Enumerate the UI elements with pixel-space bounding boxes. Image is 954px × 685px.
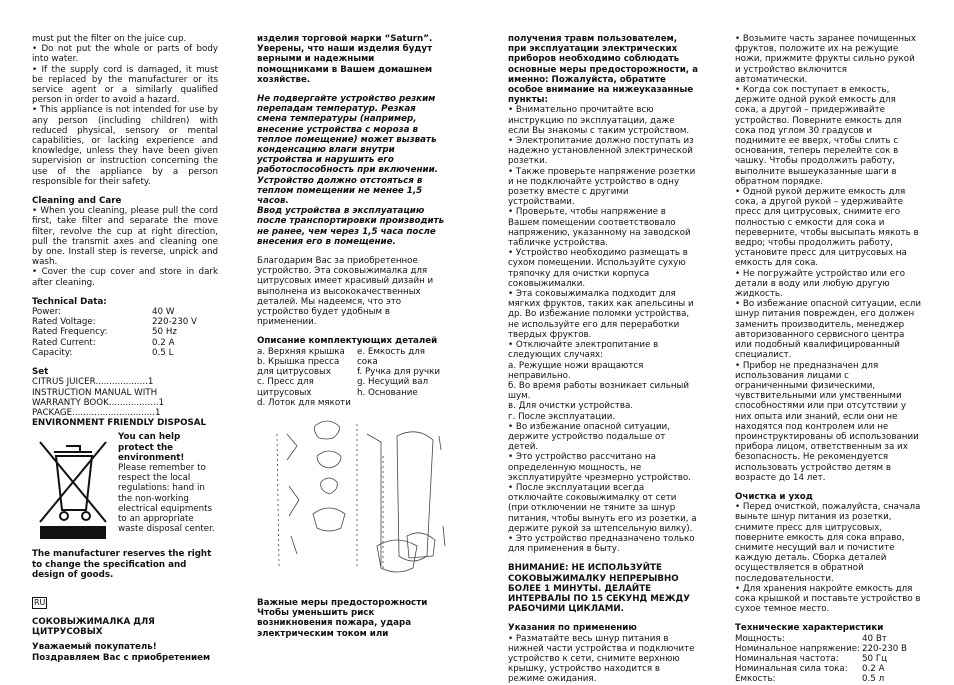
column-4 <box>735 34 921 685</box>
precaution-item: в. Для очистки устройства. <box>508 401 634 412</box>
column-1 <box>32 34 218 663</box>
precautions-intro: получения травм пользователем, при эксплуатации электрических приборов необходимо соблюдать основные меры предосторожности, а именно: Пожалуйста, обратите особое внимание на нижеуказанные пункты: <box>508 34 698 106</box>
precaution-item: г. После эксплуатации. <box>508 411 616 422</box>
env-bold-text: You can help protect the environment! <box>118 432 185 463</box>
safety-intro: Чтобы уменьшить риск возникновения пожара, удара электрическим током или <box>257 608 412 639</box>
tech-value: 0.5 л <box>862 674 885 685</box>
usage-text: • Разматайте весь шнур питания в нижней части устройства и подключите устройство к сети, снимите верхнюю крышку, устройство находится в режиме ожидания. <box>508 633 695 685</box>
crossed-bin-icon <box>32 432 114 544</box>
clean-heading: Очистка и уход <box>735 491 813 502</box>
tech-value: 40 Вт <box>862 633 887 644</box>
tech-value: 220-230 V <box>152 317 198 328</box>
tech-value: 40 W <box>152 307 175 318</box>
tech-row <box>735 644 921 654</box>
usage-item: • Одной рукой держите емкость для сока, а другой рукой – удерживайте пресс для цитрусовых, снимите его полностью с емкости для сока и переверните, чтобы высыпать мякоть в ведро; чтобы продолжить работу, установите пресс для цитрусовых на емкость для сока. <box>735 187 919 269</box>
tech-row <box>32 307 218 317</box>
tech-key: Rated Voltage: <box>32 317 96 328</box>
tech-value: 50 Гц <box>862 653 888 664</box>
precaution-item: • Электропитание должно поступать из надежно установленной электрической розетки. <box>508 136 694 167</box>
ru-title: СОКОВЫЖИМАЛКА ДЛЯ ЦИТРУСОВЫХ <box>32 616 155 638</box>
part-item: d. Лоток для мякоти <box>257 397 351 408</box>
tech-key: Емкость: <box>735 674 776 685</box>
tech-data-heading: Technical Data: <box>32 296 107 307</box>
column-2 <box>257 34 447 639</box>
parts-heading: Описание комплектующих деталей <box>257 336 438 347</box>
clean-item: • Для хранения накройте емкость для сока крышкой и поставьте устройство в сухое темное место. <box>735 583 921 615</box>
safety-heading: Важные меры предосторожности <box>257 597 428 608</box>
precautions-list <box>508 105 698 554</box>
part-item: f. Ручка для ручки <box>357 367 441 378</box>
precaution-item: • Внимательно прочитайте всю инструкцию по эксплуатации, даже если Вы знакомы с таким устройством. <box>508 105 690 136</box>
temperature-warning: Не подвергайте устройство резким перепадам температур. Резкая смена температуры (например, внесение устройства с мороза в теплое помещение) может вызвать конденсацию влаги внутри устройства и нарушить его работоспособность при включении. Устройство должно отстояться в теплом помещении не менее 1,5 часов. Ввод устройства в эксплуатацию после транспортировки производить не ранее, чем через 1,5 часа после внесения его в помещение. <box>257 94 445 247</box>
env-text: Please remember to respect the local regulations: hand in the non-working electrical equipments to an appropriate waste disposal center. <box>118 462 215 535</box>
intro-line: • Do not put the whole or parts of body into water. <box>32 44 218 65</box>
tech-key: Rated Frequency: <box>32 327 108 338</box>
usage-heading: Указания по применению <box>508 623 637 634</box>
exploded-diagram <box>257 416 447 586</box>
juicer-parts-illustration <box>257 416 447 586</box>
part-item: a. Верхняя крышка <box>257 346 345 357</box>
tech-row <box>735 674 921 684</box>
ru-tech-heading: Технические характеристики <box>735 623 884 634</box>
precaution-item: • Во избежание опасной ситуации, держите устройство подальше от детей. <box>508 421 670 453</box>
tech-key: Номинальная сила тока: <box>735 664 848 675</box>
usage-list <box>735 34 921 483</box>
precaution-item: • Отключайте электропитание в следующих случаях: <box>508 340 659 361</box>
part-item: g. Несущий вал <box>357 377 429 388</box>
tech-key: Номинальная частота: <box>735 653 839 664</box>
set-line: INSTRUCTION MANUAL WITH <box>32 387 158 398</box>
precaution-item: • Это устройство рассчитано на определенную мощность, не эксплуатируйте чрезмерно устройство. <box>508 452 691 483</box>
set-heading: Set <box>32 367 49 378</box>
cleaning-heading: Cleaning and Care <box>32 196 122 207</box>
usage-item: • Когда сок поступает в емкость, держите одной рукой емкость для сока, а другой – придерживайте устройство. Поверните емкость для сока под углом 30 градусов и поднимите ее вверх, чтобы слить с основания, теперь перелейте сок в чашку. Чтобы продолжить работу, выполните вышеуказанные шаги в обратном порядке. <box>735 85 902 187</box>
thanks-text: Благодарим Вас за приобретенное устройство. Эта соковыжималка для цитрусовых имеет красивый дизайн и выполнена из высококачественных деталей. Мы надеемся, что это устройство будет удобным в применении. <box>257 256 434 328</box>
usage-item: • Возьмите часть заранее почищенных фруктов, положите их на режущие ножи, прижмите фрукты сильно рукой и устройство включится автоматически. <box>735 34 917 85</box>
precaution-item: а. Режущие ножи вращаются неправильно. <box>508 360 644 381</box>
precaution-item: • После эксплуатации всегда отключайте соковыжималку от сети (при отключении не тяните за шнур питания, чтобы вынуть его из розетки, а держите рукой за штепсельную вилку). <box>508 482 697 534</box>
tech-row <box>735 654 921 664</box>
precaution-item: • Устройство необходимо размещать в сухом помещении. Используйте сухую тряпочку для очистки корпуса соковыжималки. <box>508 248 688 289</box>
part-item: h. Основание <box>357 387 418 398</box>
precaution-item: • Также проверьте напряжение розетки и не подключайте устройство в одну розетку вместе с другими устройствами. <box>508 166 696 208</box>
usage-item: • Прибор не предназначен для использования лицами с ограниченными физическими, чувствительными или умственными способностями или при отсутствии у них опыта или знаний, если они не находятся под контролем или не проинструктированы об использовании прибора лицом, ответственным за их безопасность. Не рекомендуется использовать устройство детям в возрасте до 14 лет. <box>735 360 919 483</box>
precaution-item: • Эта соковыжималка подходит для мягких фруктов, таких как апельсины и др. Во избежание поломки устройства, не используйте его для переработки твердых фруктов. <box>508 289 694 340</box>
column-3 <box>508 34 698 685</box>
tech-value: 0.2 A <box>152 337 175 348</box>
set-line: PACKAGE..............................1 <box>32 407 161 418</box>
precaution-item: • Это устройство предназначено только для применения в быту. <box>508 533 695 555</box>
language-tag: RU <box>34 597 46 607</box>
tech-key: Номинальное напряжение: <box>735 643 861 654</box>
set-line: CITRUS JUICER...................1 <box>32 377 154 388</box>
tech-value: 50 Hz <box>152 327 177 338</box>
tech-value: 0.5 L <box>152 347 174 358</box>
part-item: e. Емкость для сока <box>357 346 425 367</box>
set-line: WARRANTY BOOK..................1 <box>32 397 165 408</box>
usage-item: • Не погружайте устройство или его детали в воду или любую другую жидкость. <box>735 268 906 300</box>
tech-row <box>32 317 218 327</box>
intro-line: • This appliance is not intended for use by any person (including children) with reduced physical, sensory or mental capabilities, or lacking experience and knowledge, unless they have been given supervision or instruction concerning the use of the appliance by a person responsible for their safety. <box>32 105 218 187</box>
intro-line: • If the supply cord is damaged, it must be replaced by the manufacturer or its service agent or a similarly qualified person in order to avoid a hazard. <box>32 64 218 106</box>
part-item: b. Крышка пресса для цитрусовых <box>257 356 340 378</box>
cleaning-line: • Cover the cup cover and store in dark after cleaning. <box>32 267 218 288</box>
tech-row <box>32 327 218 337</box>
attention-warning: ВНИМАНИЕ: НЕ ИСПОЛЬЗУЙТЕ СОКОВЫЖИМАЛКУ НЕПРЕРЫВНО БОЛЕЕ 1 МИНУТЫ. ДЕЛАЙТЕ ИНТЕРВАЛЫ ПО 15 СЕКУНД МЕЖДУ РАБОЧИМИ ЦИКЛАМИ. <box>508 563 690 615</box>
manufacturer-note: The manufacturer reserves the right to change the specification and design of goods. <box>32 549 212 580</box>
tech-key: Power: <box>32 307 62 318</box>
brand-intro: изделия торговой марки “Saturn”. Уверены, что наши изделия будут верными и надежными помощниками в Вашем домашнем хозяйстве. <box>257 34 433 85</box>
tech-key: Rated Current: <box>32 337 96 348</box>
parts-list <box>257 347 447 408</box>
tech-row <box>735 634 921 644</box>
intro-line: must put the filter on the juice cup. <box>32 34 187 44</box>
tech-key: Capacity: <box>32 347 73 358</box>
tech-row <box>32 338 218 348</box>
precaution-item: б. Во время работы возникает сильный шум. <box>508 380 690 402</box>
ru-greeting: Уважаемый покупатель! Поздравляем Вас с приобретением <box>32 642 211 663</box>
cleaning-line: • When you cleaning, please pull the cord first, take filter and separate the move filter, revolve the cup at right direction, pull the transmit axes and cleaning one by one. Install step is reverse, unpick and wash. <box>32 206 218 268</box>
intro-list <box>32 34 218 187</box>
tech-data-table <box>32 307 218 358</box>
precaution-item: • Проверьте, чтобы напряжение в Вашем помещении соответствовало напряжению, указанному на заводской табличке устройства. <box>508 207 691 249</box>
part-item: c. Пресс для цитрусовых <box>257 377 314 398</box>
tech-key: Мощность: <box>735 633 785 644</box>
tech-row <box>32 348 218 358</box>
disposal-block <box>32 432 218 544</box>
tech-row <box>735 664 921 674</box>
tech-value: 220-230 В <box>862 643 908 654</box>
tech-value: 0.2 А <box>862 664 885 675</box>
usage-item: • Во избежание опасной ситуации, если шнур питания поврежден, его должен заменить производитель, менеджер авторизованного сервисного центра или подобный квалифицированный специалист. <box>735 299 921 361</box>
clean-item: • Перед очисткой, пожалуйста, сначала выньте шнур питания из розетки, снимите пресс для цитрусовых, поверните емкость для сока вправо, снимите несущий вал и почистите каждую деталь. Сборка деталей осуществляется в обратной последовательности. <box>735 502 921 584</box>
env-heading: ENVIRONMENT FRIENDLY DISPOSAL <box>32 418 207 429</box>
